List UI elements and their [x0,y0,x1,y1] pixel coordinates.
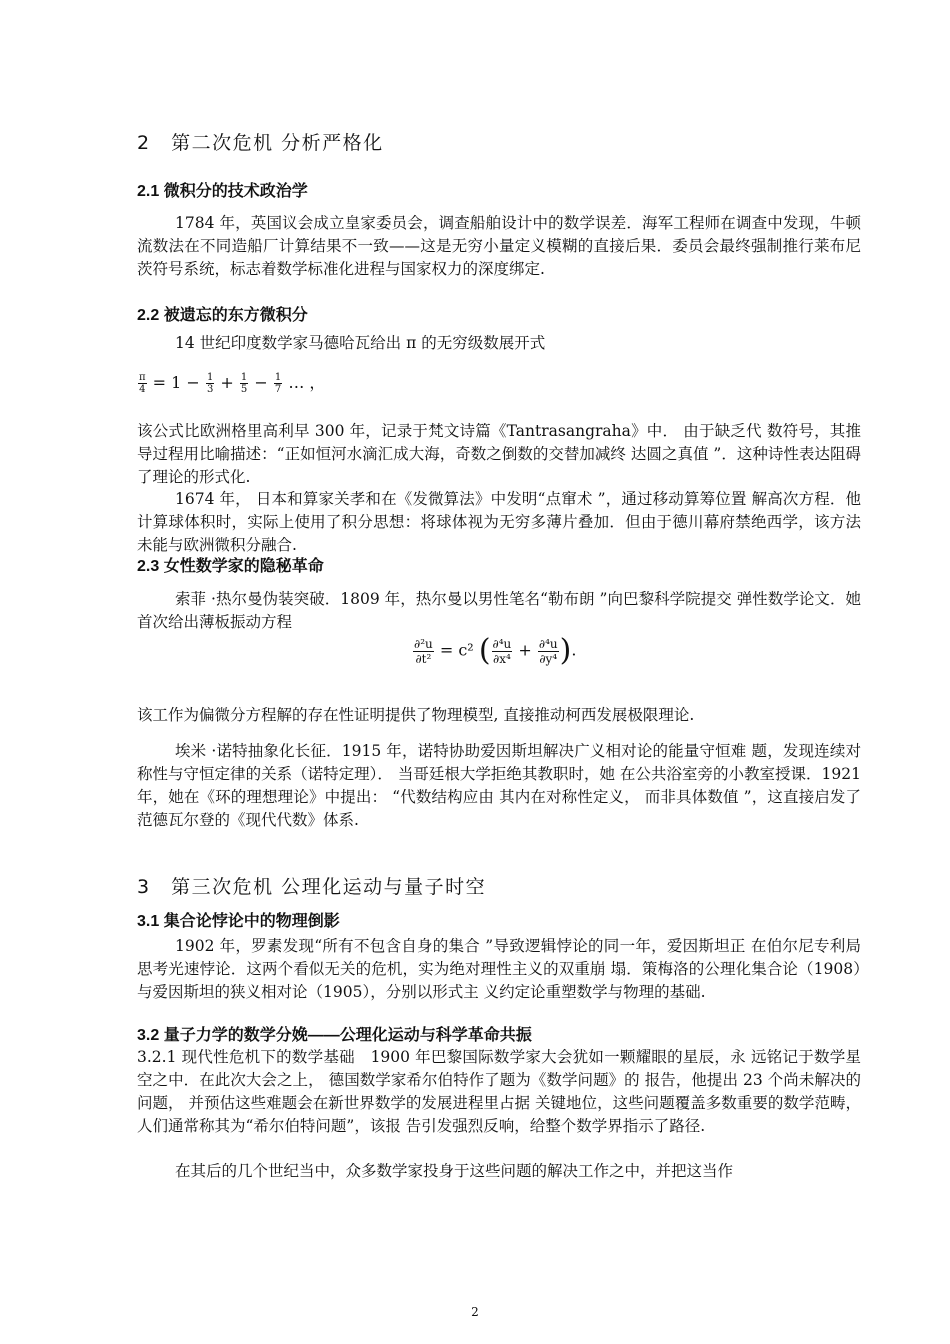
plate-vibration-equation: $\frac{\text{∂²u}}{\text{∂t²}}$ = c² ( $\frac{\text{∂⁴u}}{\text{∂x⁴}}$ + $\frac{\text{∂⁴u}}{\text{∂y⁴}}$ ). [414,633,577,668]
formula-d4u-dy4: $\frac{\text{∂⁴u}}{\text{∂y⁴}}$ [538,636,558,666]
formula-term-third: $\frac{1}{3}$ [206,372,214,395]
formula-d4u-dx4: $\frac{\text{∂⁴u}}{\text{∂x⁴}}$ [492,636,512,666]
formula-d2u-dt2: $\frac{\text{∂²u}}{\text{∂t²}}$ [414,636,433,666]
formula-term-seventh: $\frac{1}{7}$ [274,372,282,395]
section-heading-3: 3 第三次危机 公理化运动与量子时空 [137,876,487,898]
subsection-heading-3-2: 3.2 量子力学的数学分娩——公理化运动与科学革命共振 [137,1027,532,1044]
formula-pi-over-4: $\frac{\pi}{4}$ [139,372,146,395]
subsection-heading-2-3: 2.3 女性数学家的隐秘革命 [137,558,324,575]
paragraph-seki-takakazu: 1674 年， 日本和算家关孝和在《发微算法》中发明“点窜术 ”，通过移动算筹位置 解高次方程．他计算球体积时，实际上使用了积分思想：将球体视为无穷多薄片叠加．但由于德川幕府禁绝西学，该方法未能与欧洲微积分融合. [137,490,861,554]
section-heading-2: 2 第二次危机 分析严格化 [137,132,384,154]
madhava-series-formula: $\frac{\pi}{4}$ = 1 − $\frac{1}{3}$ + $\frac{1}{5}$ − $\frac{1}{7}$ … ， [139,372,326,395]
paragraph-pde-impact: 该工作为偏微分方程解的存在性证明提供了物理模型, 直接推动柯西发展极限理论. [137,706,695,724]
subsection-heading-3-1: 3.1 集合论悖论中的物理倒影 [137,913,340,930]
subsection-heading-2-1: 2.1 微积分的技术政治学 [137,183,308,200]
paragraph-madhava-intro: 14 世纪印度数学家马德哈瓦给出 π 的无穷级数展开式 [175,334,546,352]
paragraph-emmy-noether: 埃米 ·诺特抽象化长征．1915 年，诺特协助爱因斯坦解决广义相对论的能量守恒难 题，发现连续对称性与守恒定律的关系（诺特定理）． 当哥廷根大学拒绝其教职时，她 在公共浴室旁的小教室授课．1921 年，她在《环的理想理论》中提出： “代数结构应由 其内在对称性定义， 而非具体数值 ”，这直接启发了范德瓦尔登的《现代代数》体系. [137,742,861,829]
paragraph-sophie-germain: 索菲 ·热尔曼伪装突破．1809 年，热尔曼以男性笔名“勒布朗 ”向巴黎科学院提交 弹性数学论文．她首次给出薄板振动方程 [137,590,861,631]
formula-term-fifth: $\frac{1}{5}$ [240,372,248,395]
subsection-heading-2-2: 2.2 被遗忘的东方微积分 [137,307,308,324]
paragraph-russell-einstein: 1902 年，罗素发现“所有不包含自身的集合 ”导致逻辑悖论的同一年，爱因斯坦正 在伯尔尼专利局思考光速悖论．这两个看似无关的危机，实为绝对理性主义的双重崩 塌．策梅洛的公理化集合论（1908）与爱因斯坦的狭义相对论（1905），分别以形式主 义约定论重塑数学与物理的基础. [137,937,861,1001]
paragraph-tantrasangraha: 该公式比欧洲格里高利早 300 年，记录于梵文诗篇《Tantrasangraha》中． 由于缺乏代 数符号，其推导过程用比喻描述：“正如恒河水滴汇成大海，奇数之倒数的交替加减终 达圆之真值 ”．这种诗性表达阻碍了理论的形式化. [137,422,861,486]
paragraph-following-centuries: 在其后的几个世纪当中，众多数学家投身于这些问题的解决工作之中，并把这当作 [175,1162,734,1180]
paragraph-technical-politics: 1784 年，英国议会成立皇家委员会，调查船舶设计中的数学误差．海军工程师在调查中发现，牛顿流数法在不同造船厂计算结果不一致——这是无穷小量定义模糊的直接后果．委员会最终强制推行莱布尼茨符号系统，标志着数学标准化进程与国家权力的深度绑定. [137,214,861,278]
paragraph-hilbert-problems: 3.2.1 现代性危机下的数学基础 1900 年巴黎国际数学家大会犹如一颗耀眼的星辰，永 远铭记于数学星空之中．在此次大会之上， 德国数学家希尔伯特作了题为《数学问题》的 报告，他提出 23 个尚未解决的问题， 并预估这些难题会在新世界数学的发展进程里占据 关键地位，这些问题覆盖多数重要的数学范畴，人们通常称其为“希尔伯特问题”，该报 告引发强烈反响，给整个数学界指示了路径. [137,1048,861,1135]
page-number: 2 [471,1305,479,1319]
